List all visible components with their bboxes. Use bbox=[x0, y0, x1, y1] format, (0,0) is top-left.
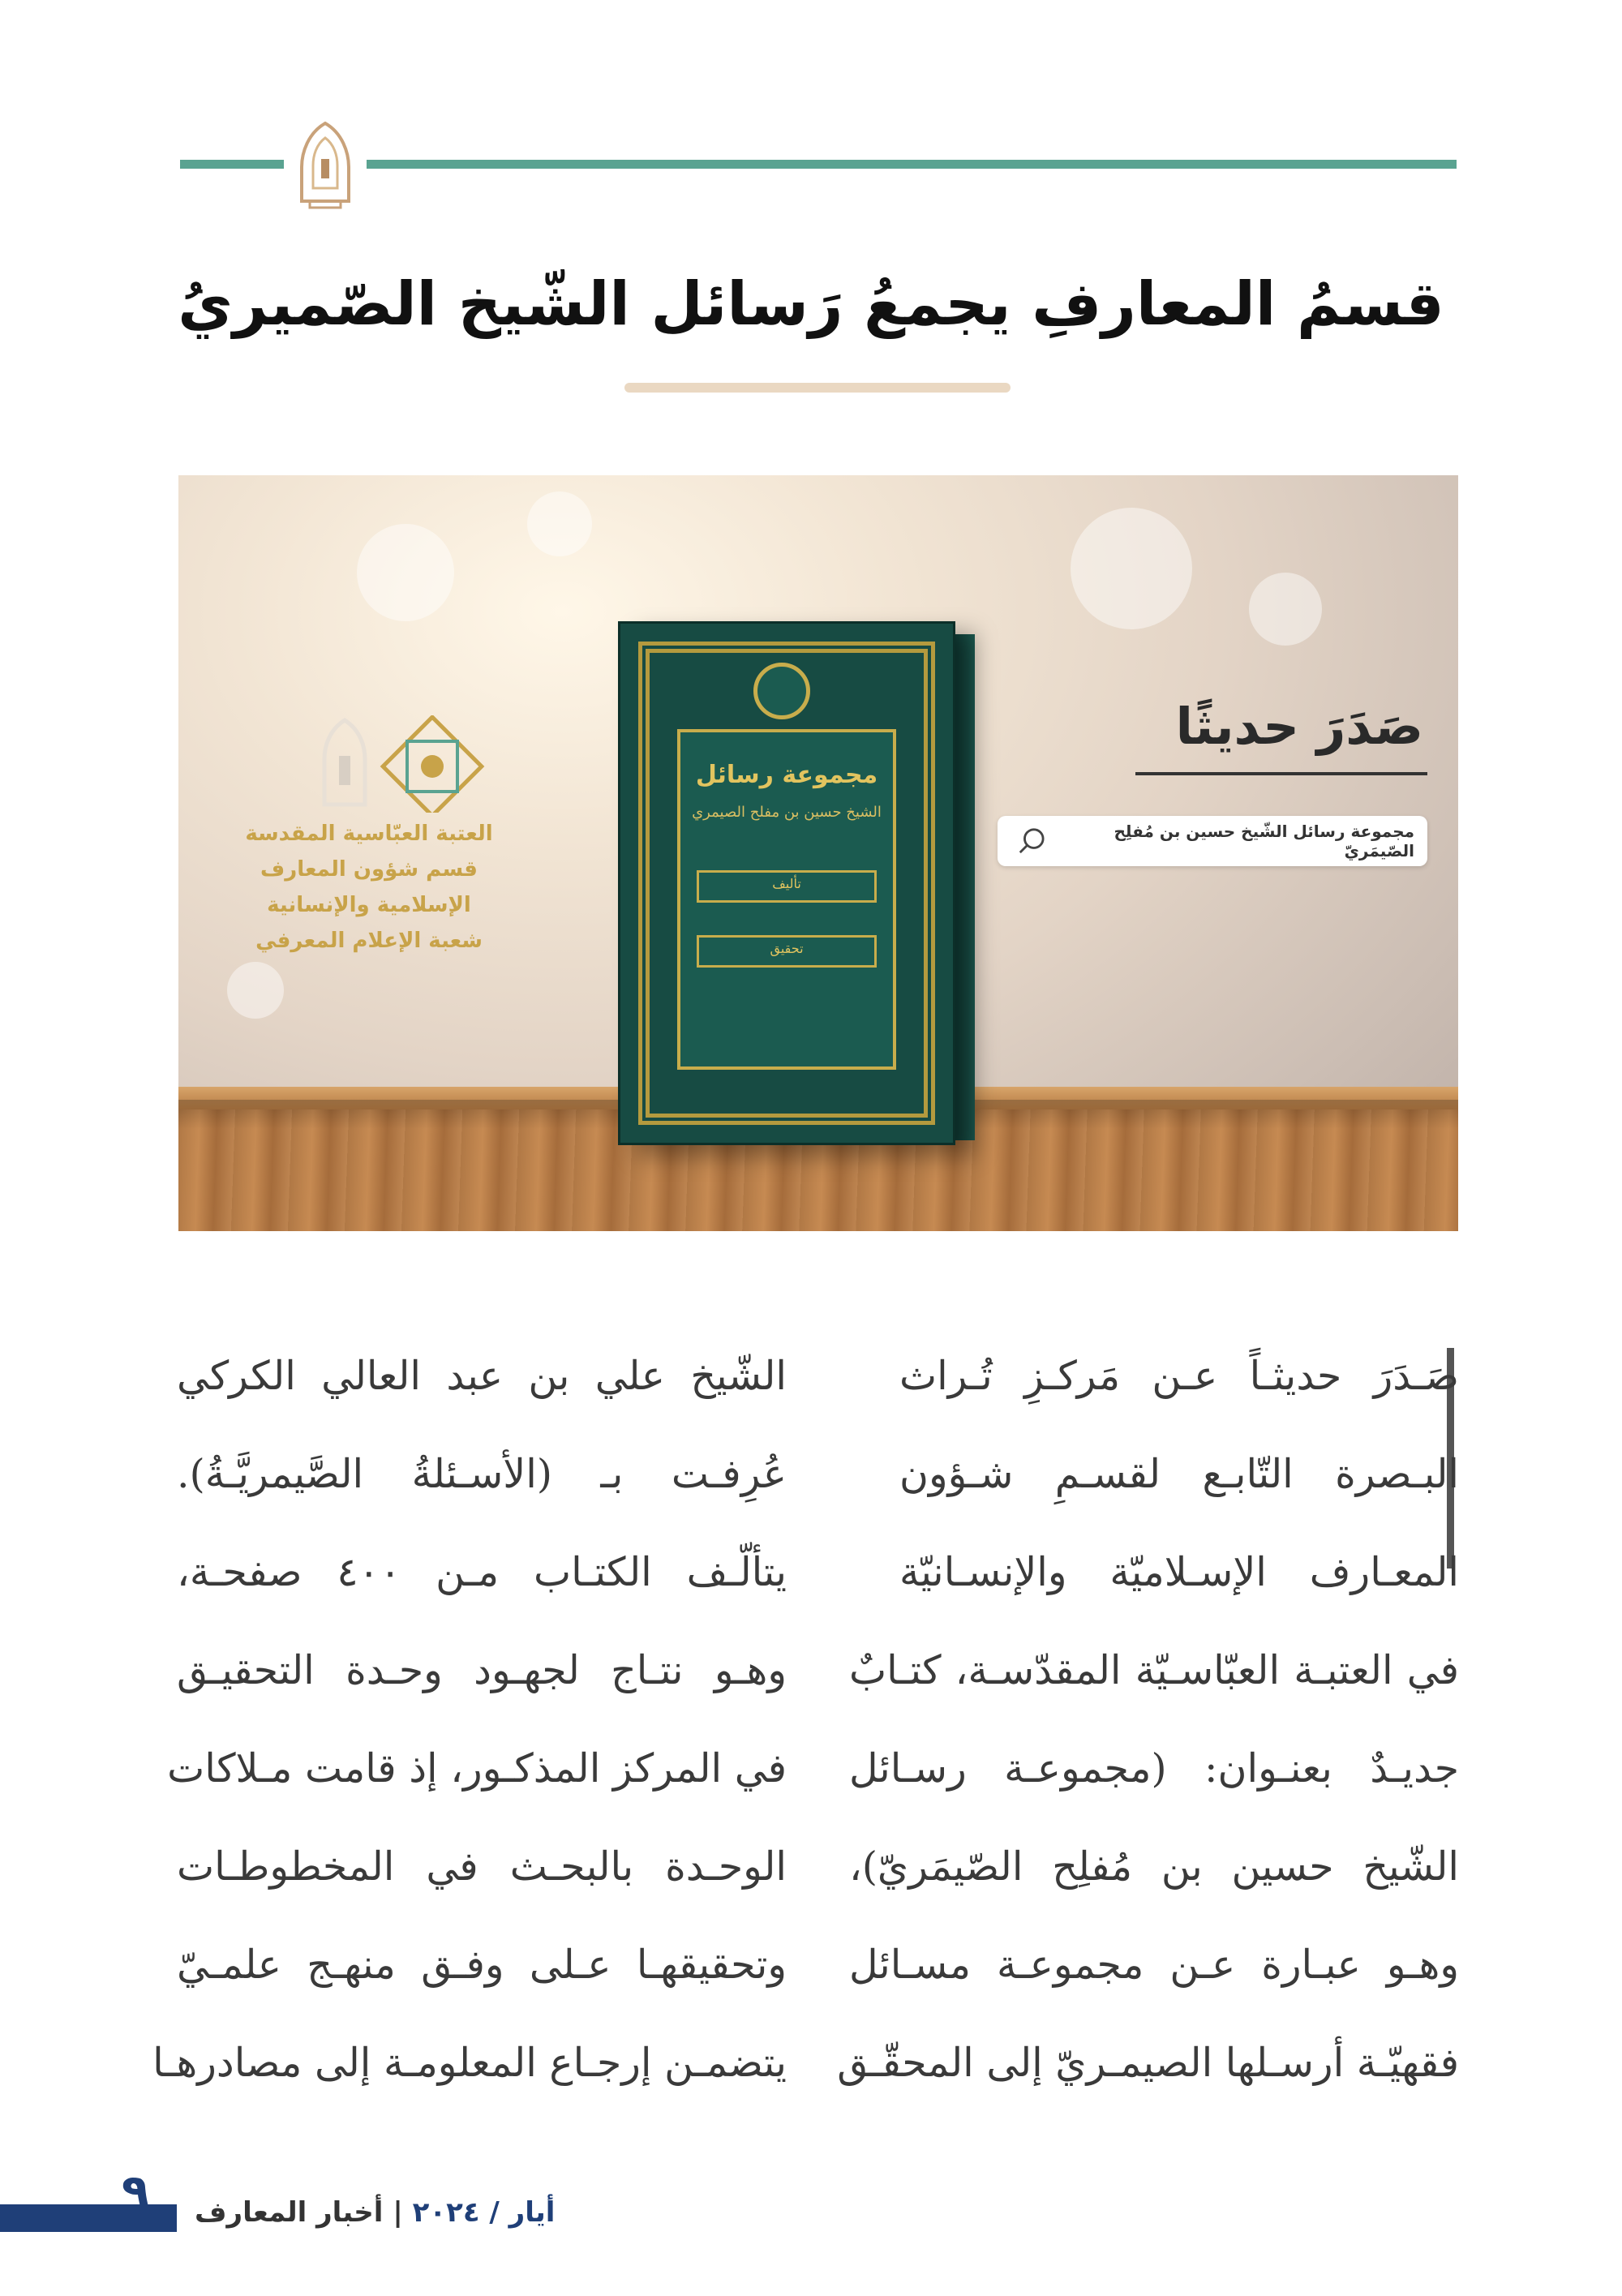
book-author-band bbox=[697, 870, 877, 903]
text-line: الوحـدة بالبحـث في المخطوطـات bbox=[177, 1843, 787, 1890]
book-author-label: تأليف bbox=[772, 876, 801, 891]
page-number: ٩ bbox=[122, 2165, 150, 2218]
article-column-right bbox=[837, 1327, 1459, 2112]
text-line: وتحقيقهـا عـلى وفـق منهـج علمـيّ bbox=[177, 1942, 787, 1988]
book-editor-band bbox=[697, 935, 877, 968]
book-medallion-icon bbox=[753, 663, 810, 719]
search-bar-text: مجموعة رسائل الشّيخ حسين بن مُفلِح الصّيمَريّ bbox=[1114, 822, 1414, 860]
book-title-panel bbox=[677, 729, 896, 1070]
issue-date: أيار / ٢٠٢٤ bbox=[412, 2196, 556, 2229]
bokeh-light bbox=[527, 491, 592, 556]
text-line: وهـو نتـاج لجهـود وحـدة التحقيـق bbox=[177, 1647, 787, 1693]
text-line: فقهيّـة أرسـلها الصيمـريّ إلى المحقّـق bbox=[837, 2040, 1459, 2086]
published-underline bbox=[1135, 772, 1427, 775]
footer-issue-info bbox=[195, 2196, 555, 2229]
header-rule-left bbox=[180, 160, 284, 169]
article-column-left bbox=[152, 1327, 787, 2112]
bokeh-light bbox=[1249, 573, 1322, 646]
book-subtitle: الشيخ حسين بن مفلح الصيمري bbox=[692, 804, 882, 821]
page-title: قسمُ المعارفِ يجمعُ رَسائل الشّيخ الصّميريُ bbox=[178, 269, 1444, 339]
footer-separator: | bbox=[393, 2196, 403, 2229]
text-line: عُرِفـت بـ (الأسـئلةُ الصَّيمريَّـةُ). bbox=[177, 1451, 787, 1497]
text-line: جديـدٌ بعنـوان: (مجموعـة رسـائل bbox=[849, 1745, 1459, 1792]
text-line: الشّيخ علي بن عبد العالي الكركي bbox=[177, 1353, 787, 1399]
org-line-2: قسم شؤون المعارف الإسلامية والإنسانية bbox=[260, 857, 478, 917]
org-line-1: العتبة العبّاسية المقدسة bbox=[245, 822, 493, 846]
shrine-emblem-icon bbox=[294, 120, 357, 211]
text-line: صَـدَرَ حديثـاً عـن مَركـزِ تُـراث bbox=[899, 1353, 1459, 1399]
bokeh-light bbox=[1071, 508, 1192, 629]
book-cover bbox=[618, 621, 955, 1145]
text-line: البـصرة التّابـع لقسـمِ شـؤون bbox=[899, 1451, 1459, 1497]
publication-name: أخبار المعارف bbox=[195, 2196, 384, 2229]
institution-name bbox=[235, 816, 503, 959]
search-icon bbox=[1017, 825, 1048, 857]
text-line: في العتبـة العبّاسـيّة المقدّسـة، كتـابٌ bbox=[849, 1647, 1459, 1693]
org-line-3: شعبة الإعلام المعرفي bbox=[255, 929, 483, 953]
institution-logos-icon bbox=[300, 715, 503, 813]
bokeh-light bbox=[227, 962, 284, 1019]
search-bar-graphic bbox=[998, 816, 1427, 866]
footer-bar bbox=[0, 2204, 177, 2232]
text-line: وهـو عبـارة عـن مجموعـة مسـائل bbox=[849, 1942, 1459, 1988]
published-heading: صَدَرَ حديثًا bbox=[1175, 697, 1423, 756]
announcement-banner bbox=[178, 475, 1458, 1231]
text-line: يتألّـف الكتـاب مـن ٤٠٠ صفحـة، bbox=[177, 1549, 787, 1595]
header-rule-right bbox=[367, 160, 1457, 169]
text-line: الشّيخ حسين بن مُفلِح الصّيمَريّ)، bbox=[849, 1843, 1459, 1890]
bokeh-light bbox=[357, 524, 454, 621]
text-line: يتضمـن إرجـاع المعلومـة إلى مصادرهـا bbox=[152, 2040, 787, 2086]
text-line: المعـارف الإسـلاميّة والإنسـانيّة bbox=[899, 1549, 1459, 1595]
book-editor-label: تحقيق bbox=[770, 941, 804, 956]
text-line: في المركز المذكـور، إذ قامت مـلاكات bbox=[167, 1745, 787, 1792]
title-underline bbox=[624, 383, 1011, 393]
book-title: مجموعة رسائل bbox=[695, 761, 878, 789]
